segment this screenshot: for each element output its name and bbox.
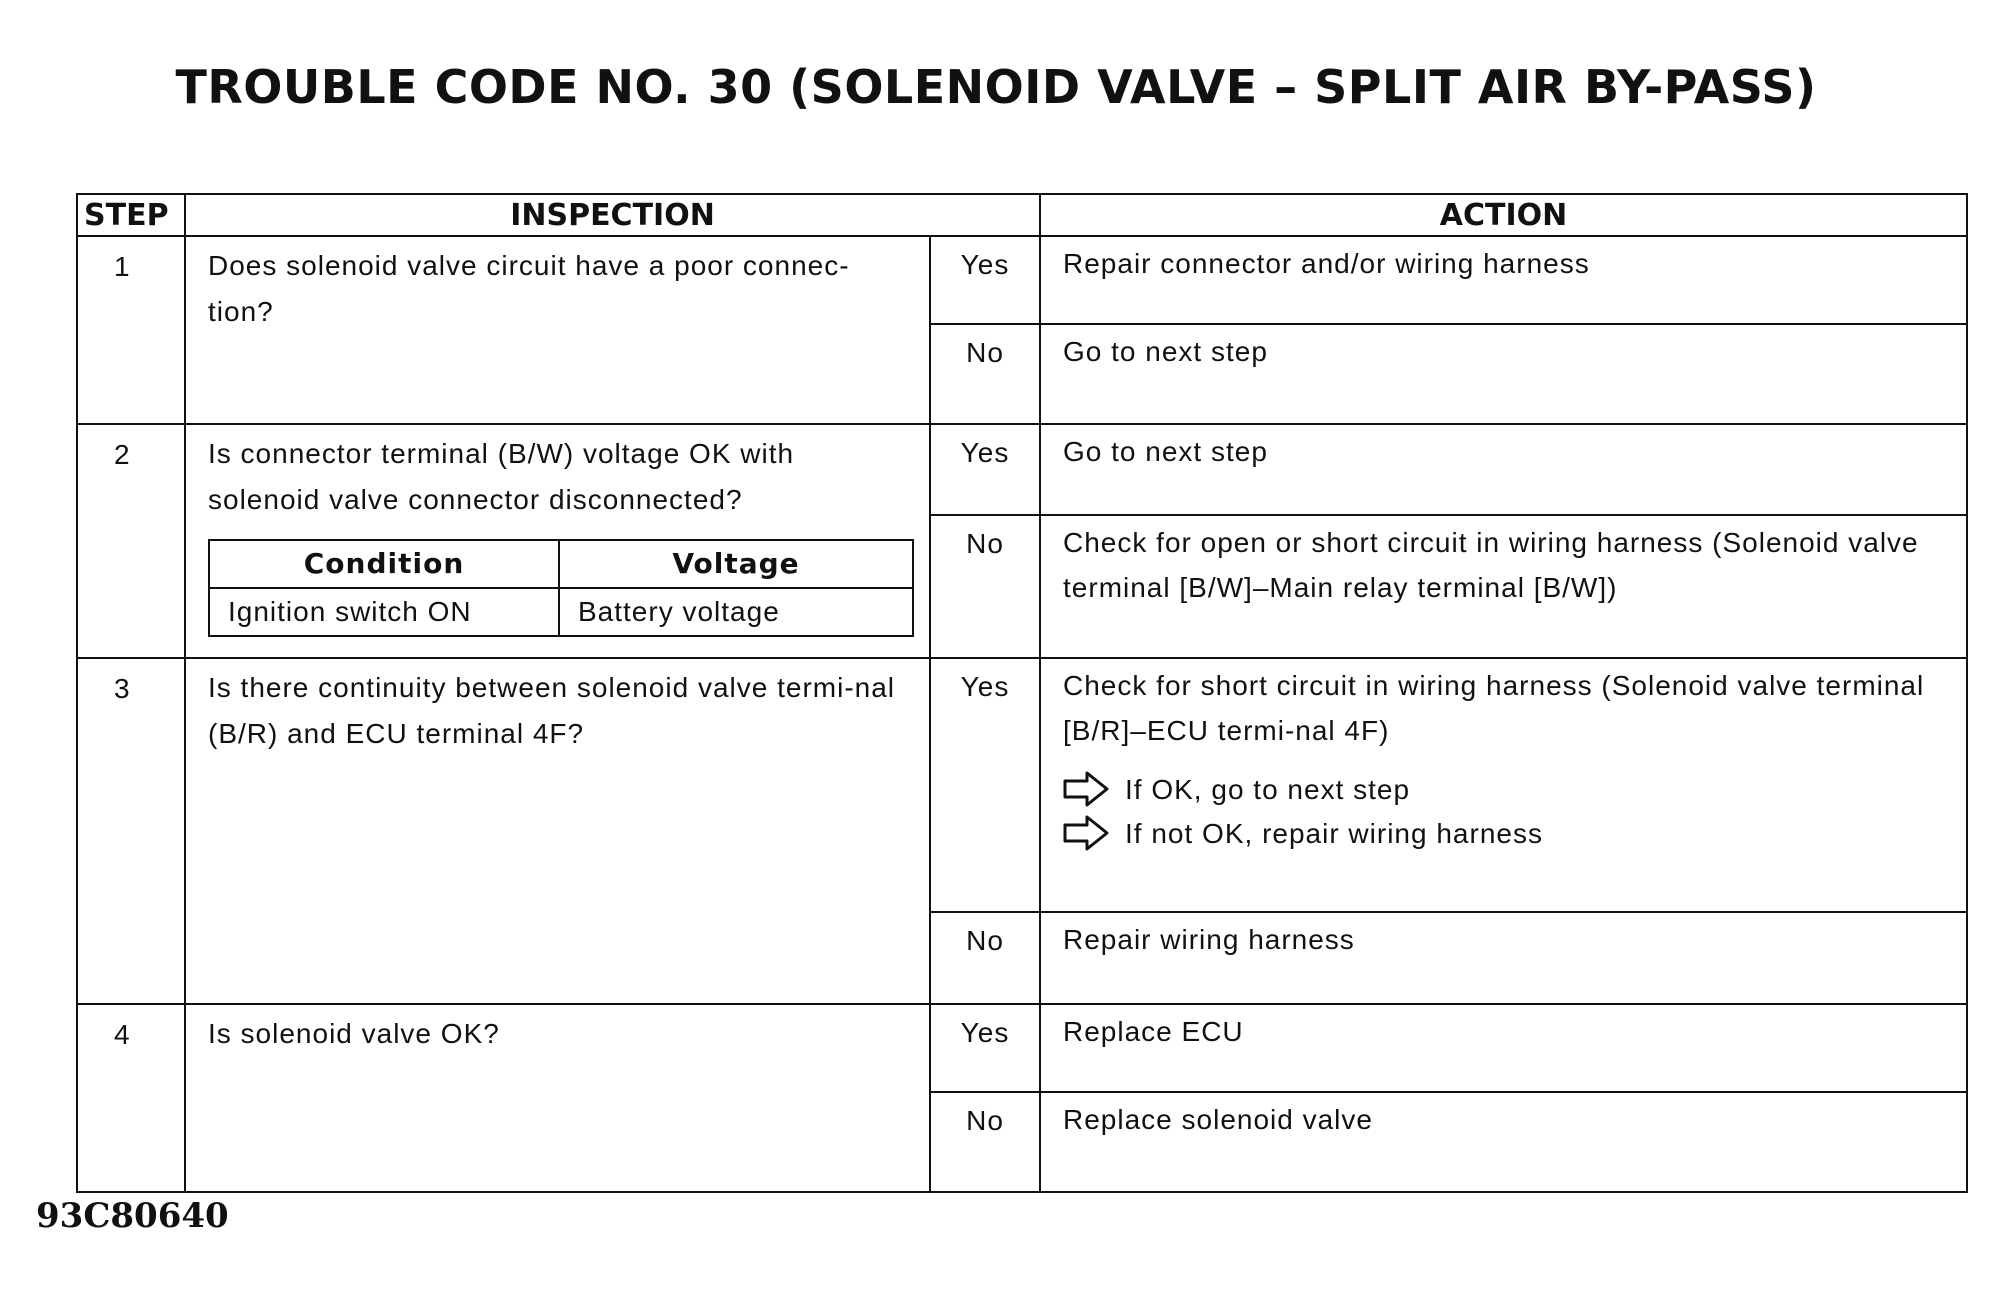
action-text: Go to next step — [1040, 324, 1967, 424]
no-label: No — [930, 912, 1040, 1004]
step-number: 1 — [77, 236, 185, 424]
troubleshooting-table — [76, 193, 1968, 1193]
note-if-ok-text: If OK, go to next step — [1125, 773, 1411, 805]
table-row — [77, 236, 1967, 324]
arrow-right-outline-icon — [1063, 771, 1109, 807]
table-header-row — [77, 194, 1967, 236]
no-label: No — [930, 515, 1040, 658]
action-cell — [1040, 658, 1967, 912]
note-if-not-ok-text: If not OK, repair wiring harness — [1125, 817, 1543, 849]
action-notes — [1063, 767, 1948, 855]
no-label: No — [930, 324, 1040, 424]
inspection-text: Is there continuity between solenoid valve termi-nal (B/R) and ECU terminal 4F? — [185, 658, 930, 1004]
page-title: TROUBLE CODE NO. 30 (SOLENOID VALVE – SPLIT AIR BY-PASS) — [175, 60, 1817, 114]
condition-header: Condition — [209, 540, 559, 588]
note-if-not-ok — [1063, 811, 1948, 855]
step-number: 2 — [77, 424, 185, 658]
step-number: 3 — [77, 658, 185, 1004]
action-text: Replace ECU — [1040, 1004, 1967, 1092]
action-column-header: ACTION — [1040, 194, 1967, 236]
inspection-text: Is connector terminal (B/W) voltage OK with solenoid valve connector disconnected? — [208, 438, 795, 515]
action-text: Go to next step — [1040, 424, 1967, 515]
yes-label: Yes — [930, 236, 1040, 324]
step-number: 4 — [77, 1004, 185, 1192]
condition-value: Ignition switch ON — [209, 588, 559, 636]
action-text: Replace solenoid valve — [1040, 1092, 1967, 1192]
note-if-ok — [1063, 767, 1948, 811]
condition-table-header — [209, 540, 913, 588]
action-text: Repair wiring harness — [1040, 912, 1967, 1004]
yes-label: Yes — [930, 1004, 1040, 1092]
voltage-header: Voltage — [559, 540, 913, 588]
arrow-right-outline-icon — [1063, 815, 1109, 851]
inspection-cell — [185, 424, 930, 658]
action-text: Repair connector and/or wiring harness — [1040, 236, 1967, 324]
inspection-text: Does solenoid valve circuit have a poor connec-tion? — [185, 236, 930, 424]
inspection-text: Is solenoid valve OK? — [185, 1004, 930, 1192]
yes-label: Yes — [930, 658, 1040, 912]
condition-table — [208, 539, 914, 637]
table-row — [77, 424, 1967, 515]
table-row — [77, 658, 1967, 912]
no-label: No — [930, 1092, 1040, 1192]
yes-label: Yes — [930, 424, 1040, 515]
voltage-value: Battery voltage — [559, 588, 913, 636]
table-row — [77, 1004, 1967, 1092]
figure-id: 93C80640 — [36, 1196, 229, 1236]
action-text: Check for open or short circuit in wiring harness (Solenoid valve terminal [B/W]–Main relay terminal [B/W]) — [1040, 515, 1967, 658]
condition-table-row — [209, 588, 913, 636]
step-column-header: STEP — [77, 194, 185, 236]
action-text: Check for short circuit in wiring harness (Solenoid valve terminal [B/R]–ECU termi-nal 4F) — [1063, 670, 1925, 746]
inspection-column-header: INSPECTION — [185, 194, 1040, 236]
